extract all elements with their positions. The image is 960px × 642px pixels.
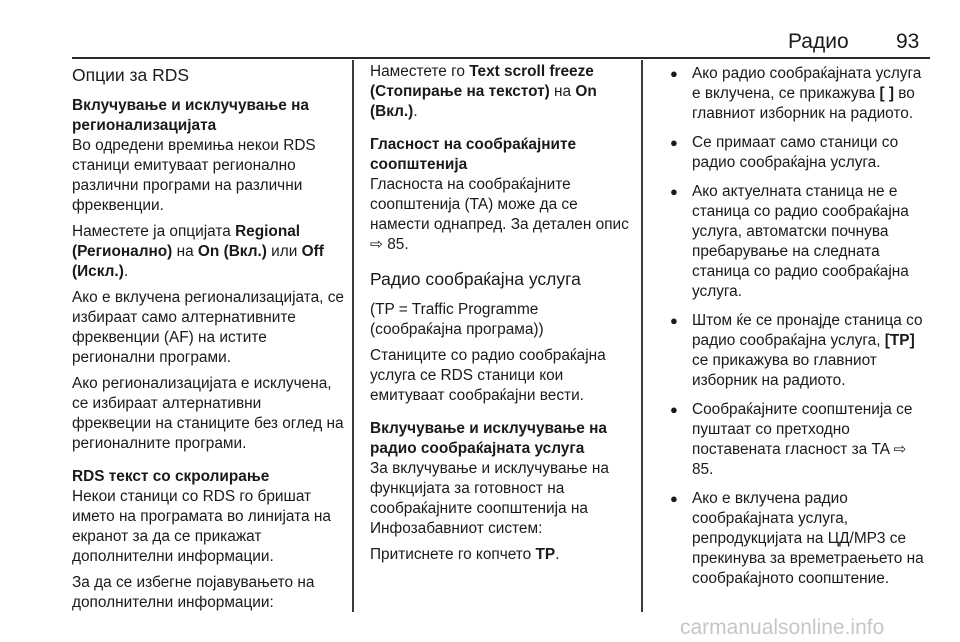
list-item: ● Сообраќајните соопштенија се пуштаат со претходно поставената гласност за TA ⇨ 85. (670, 401, 913, 478)
header-rule (72, 57, 930, 59)
column-3 (668, 64, 930, 598)
paragraph: За вклучување и исклучување на функцијата за готовност на сообраќајните соопштенија на Инфозабавниот систем: (370, 460, 609, 537)
column-divider-1 (352, 60, 354, 612)
paragraph: Некои станици со RDS го бришат името на програмата во линијата на екранот за да се прикажат дополнителни информации. (72, 488, 331, 565)
heading-regionalization: Вклучување и исклучување на регионализацијата (72, 97, 309, 134)
paragraph: (TP = Traffic Programme (сообраќајна програма)) (370, 301, 544, 338)
paragraph: За да се избегне појавувањето на дополнителни информации: (72, 574, 315, 611)
page-ref-icon[interactable]: ⇨ (893, 441, 907, 458)
page-ref[interactable]: 85 (692, 461, 710, 478)
page-number: 93 (896, 30, 920, 53)
bullet-list (668, 64, 930, 589)
bullet-icon: ● (670, 184, 678, 199)
section-title-rds: Опции за RDS (72, 65, 190, 85)
paragraph: Гласноста на сообраќајните соопштенија (TA) може да се намести однапред. За детален опис ⇨ 85. (370, 176, 629, 253)
column-divider-2 (641, 60, 643, 612)
bullet-icon: ● (670, 313, 678, 328)
bullet-icon: ● (670, 135, 678, 150)
paragraph: Станиците со радио сообраќајна услуга се RDS станици кои емитуваат сообраќајни вести. (370, 347, 606, 404)
paragraph: Ако е вклучена регионализацијата, се избираат само алтернативните фреквенции (AF) на истите регионални програми. (72, 289, 344, 366)
heading-rds-scroll: RDS текст со скролирање (72, 468, 270, 485)
list-item: ● Се примаат само станици со радио сообраќајна услуга. (670, 134, 899, 171)
paragraph: Притиснете го копчето TP. (370, 546, 560, 563)
page-ref-icon[interactable]: ⇨ (370, 236, 383, 253)
bullet-icon: ● (670, 402, 678, 417)
list-item: ● Ако актуелната станица не е станица со радио сообраќајна услуга, автоматски почнува пребарување на следната станица со радио сообраќајна услуга. (670, 183, 909, 300)
paragraph: Наместете го Text scroll freeze (Стопирање на текстот) на On (Вкл.). (370, 63, 597, 120)
header-title: Радио (788, 30, 849, 53)
list-item: ● Ако радио сообраќајната услуга е вклучена, се прикажува [ ] во главниот изборник на радиото. (670, 65, 922, 122)
watermark: carmanualsonline.info (680, 616, 885, 639)
section-title-traffic: Радио сообраќајна услуга (370, 269, 581, 289)
column-2 (370, 62, 632, 571)
list-item: ● Штом ќе се пронајде станица со радио сообраќајна услуга, [TP] се прикажува во главниот изборник на радиото. (670, 312, 923, 389)
column-1 (72, 62, 344, 619)
paragraph: Ако регионализацијата е исклучена, се избираат алтернативни фреквеции на станиците без оглед на регионалните програми. (72, 375, 344, 452)
heading-tp-toggle: Вклучување и исклучување на радио сообраќајната услуга (370, 420, 607, 457)
list-item: ● Ако е вклучена радио сообраќајната услуга, репродукцијата на ЦД/MP3 се прекинува за времетраењето на сообраќајното соопштение. (670, 490, 924, 587)
heading-ta-volume: Гласност на сообраќајните соопштенија (370, 136, 577, 173)
paragraph: Наместете ја опцијата Regional (Регионално) на On (Вкл.) или Off (Искл.). (72, 223, 324, 280)
bullet-icon: ● (670, 491, 678, 506)
bullet-icon: ● (670, 66, 678, 81)
page-ref[interactable]: 85 (387, 236, 405, 253)
paragraph: Во одредени времиња некои RDS станици емитуваат регионално различни програми на различни фреквенции. (72, 137, 316, 214)
